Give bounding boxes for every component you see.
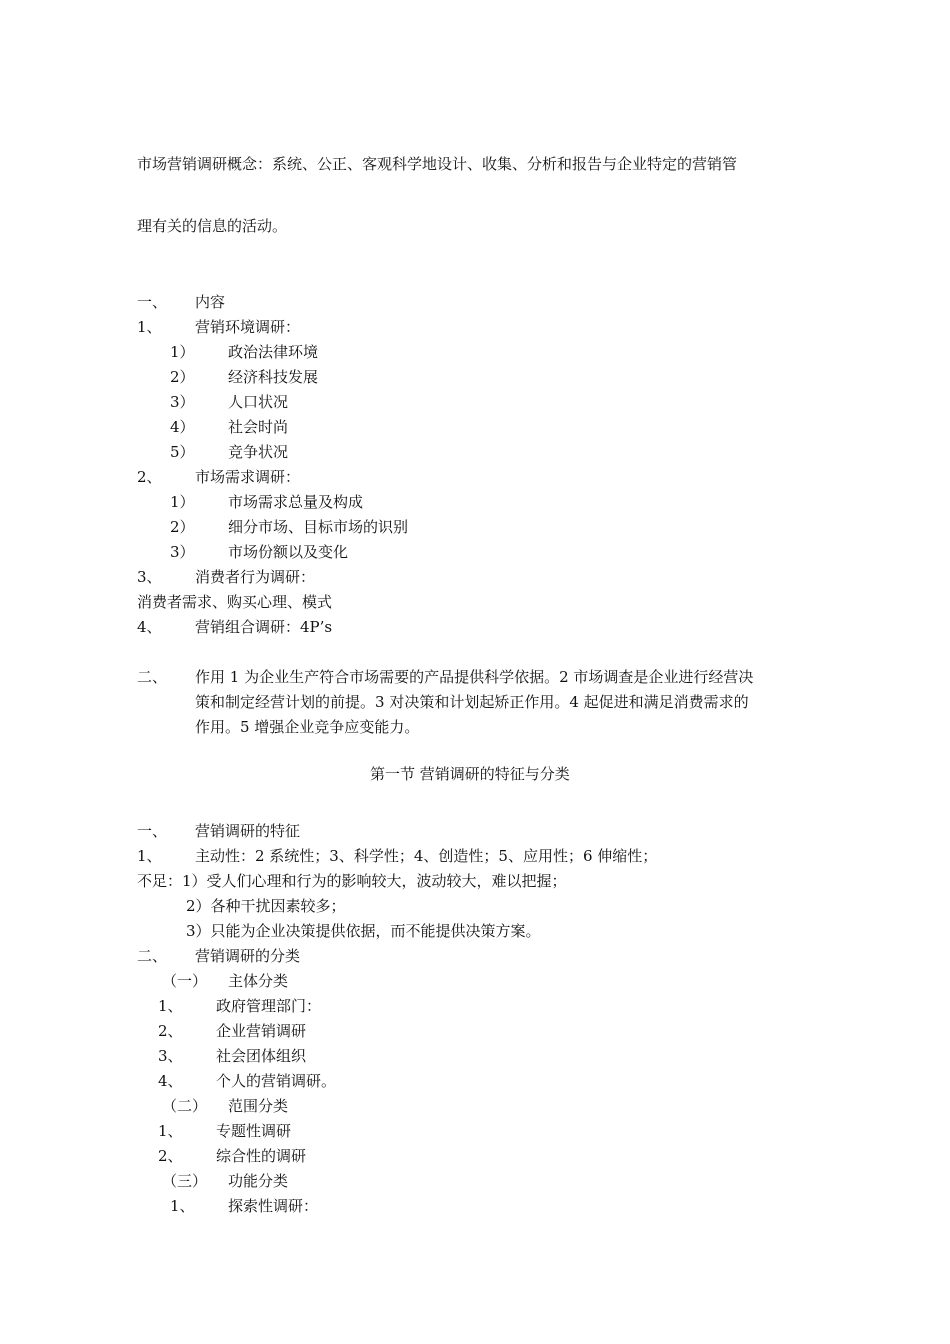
group-number: （三） <box>162 1172 208 1190</box>
list-item: 综合性的调研 <box>216 1147 307 1165</box>
body-text: 3）只能为企业决策提供依据，而不能提供决策方案。 <box>186 922 541 940</box>
paragraph-line: 策和制定经营计划的前提。3 对决策和计划起矫正作用。4 起促进和满足消费需求的 <box>195 693 749 711</box>
sub-item: 市场份额以及变化 <box>228 543 349 561</box>
group-heading: 范围分类 <box>228 1097 289 1115</box>
sub-number: 3） <box>170 393 195 411</box>
list-item: 专题性调研 <box>216 1122 292 1140</box>
sub-item: 人口状况 <box>228 393 289 411</box>
sub-item: 竞争状况 <box>228 443 289 461</box>
list-item: 消费者行为调研： <box>195 568 316 586</box>
list-number: 2、 <box>137 468 162 486</box>
sub-item: 市场需求总量及构成 <box>228 493 364 511</box>
sub-item: 经济科技发展 <box>228 368 319 386</box>
list-number: 2、 <box>158 1147 183 1165</box>
body-text: 2）各种干扰因素较多； <box>186 897 346 915</box>
list-item: 主动性：2 系统性；3、科学性；4、创造性；5、应用性；6 伸缩性； <box>195 847 658 865</box>
sub-number: 2） <box>170 368 195 386</box>
list-item: 探索性调研： <box>228 1197 319 1215</box>
section-number: 二、 <box>137 668 168 686</box>
section-number: 一、 <box>137 293 168 311</box>
intro-line-2: 理有关的信息的活动。 <box>137 217 288 235</box>
list-item: 政府管理部门： <box>216 997 322 1015</box>
section-number: 一、 <box>137 822 168 840</box>
list-item: 营销组合调研：4P’s <box>195 618 333 636</box>
list-item: 企业营销调研 <box>216 1022 307 1040</box>
list-number: 4、 <box>158 1072 183 1090</box>
list-number: 4、 <box>137 618 162 636</box>
list-number: 1、 <box>137 847 162 865</box>
sub-number: 2） <box>170 518 195 536</box>
intro-line-1: 市场营销调研概念：系统、公正、客观科学地设计、收集、分析和报告与企业特定的营销管 <box>137 155 738 173</box>
paragraph-line: 作用。5 增强企业竞争应变能力。 <box>195 718 420 736</box>
list-number: 1、 <box>137 318 162 336</box>
section-heading: 营销调研的特征 <box>195 822 301 840</box>
section-title: 第一节 营销调研的特征与分类 <box>370 765 570 783</box>
section-heading: 内容 <box>195 293 226 311</box>
group-number: （二） <box>162 1097 208 1115</box>
sub-number: 5） <box>170 443 195 461</box>
sub-item: 政治法律环境 <box>228 343 319 361</box>
group-heading: 功能分类 <box>228 1172 289 1190</box>
paragraph-line: 作用 1 为企业生产符合市场需要的产品提供科学依据。2 市场调查是企业进行经营决 <box>195 668 754 686</box>
list-number: 1、 <box>170 1197 195 1215</box>
list-number: 3、 <box>137 568 162 586</box>
list-number: 3、 <box>158 1047 183 1065</box>
list-item: 市场需求调研： <box>195 468 301 486</box>
group-number: （一） <box>162 972 208 990</box>
list-item: 社会团体组织 <box>216 1047 307 1065</box>
list-number: 2、 <box>158 1022 183 1040</box>
sub-number: 1） <box>170 343 195 361</box>
sub-number: 4） <box>170 418 195 436</box>
section-heading: 营销调研的分类 <box>195 947 301 965</box>
sub-item: 细分市场、目标市场的识别 <box>228 518 409 536</box>
body-text: 消费者需求、购买心理、模式 <box>137 593 333 611</box>
list-number: 1、 <box>158 1122 183 1140</box>
sub-number: 3） <box>170 543 195 561</box>
group-heading: 主体分类 <box>228 972 289 990</box>
list-item: 营销环境调研： <box>195 318 301 336</box>
sub-item: 社会时尚 <box>228 418 289 436</box>
body-text: 不足：1）受人们心理和行为的影响较大，波动较大，难以把握； <box>137 872 567 890</box>
list-item: 个人的营销调研。 <box>216 1072 337 1090</box>
sub-number: 1） <box>170 493 195 511</box>
section-number: 二、 <box>137 947 168 965</box>
list-number: 1、 <box>158 997 183 1015</box>
